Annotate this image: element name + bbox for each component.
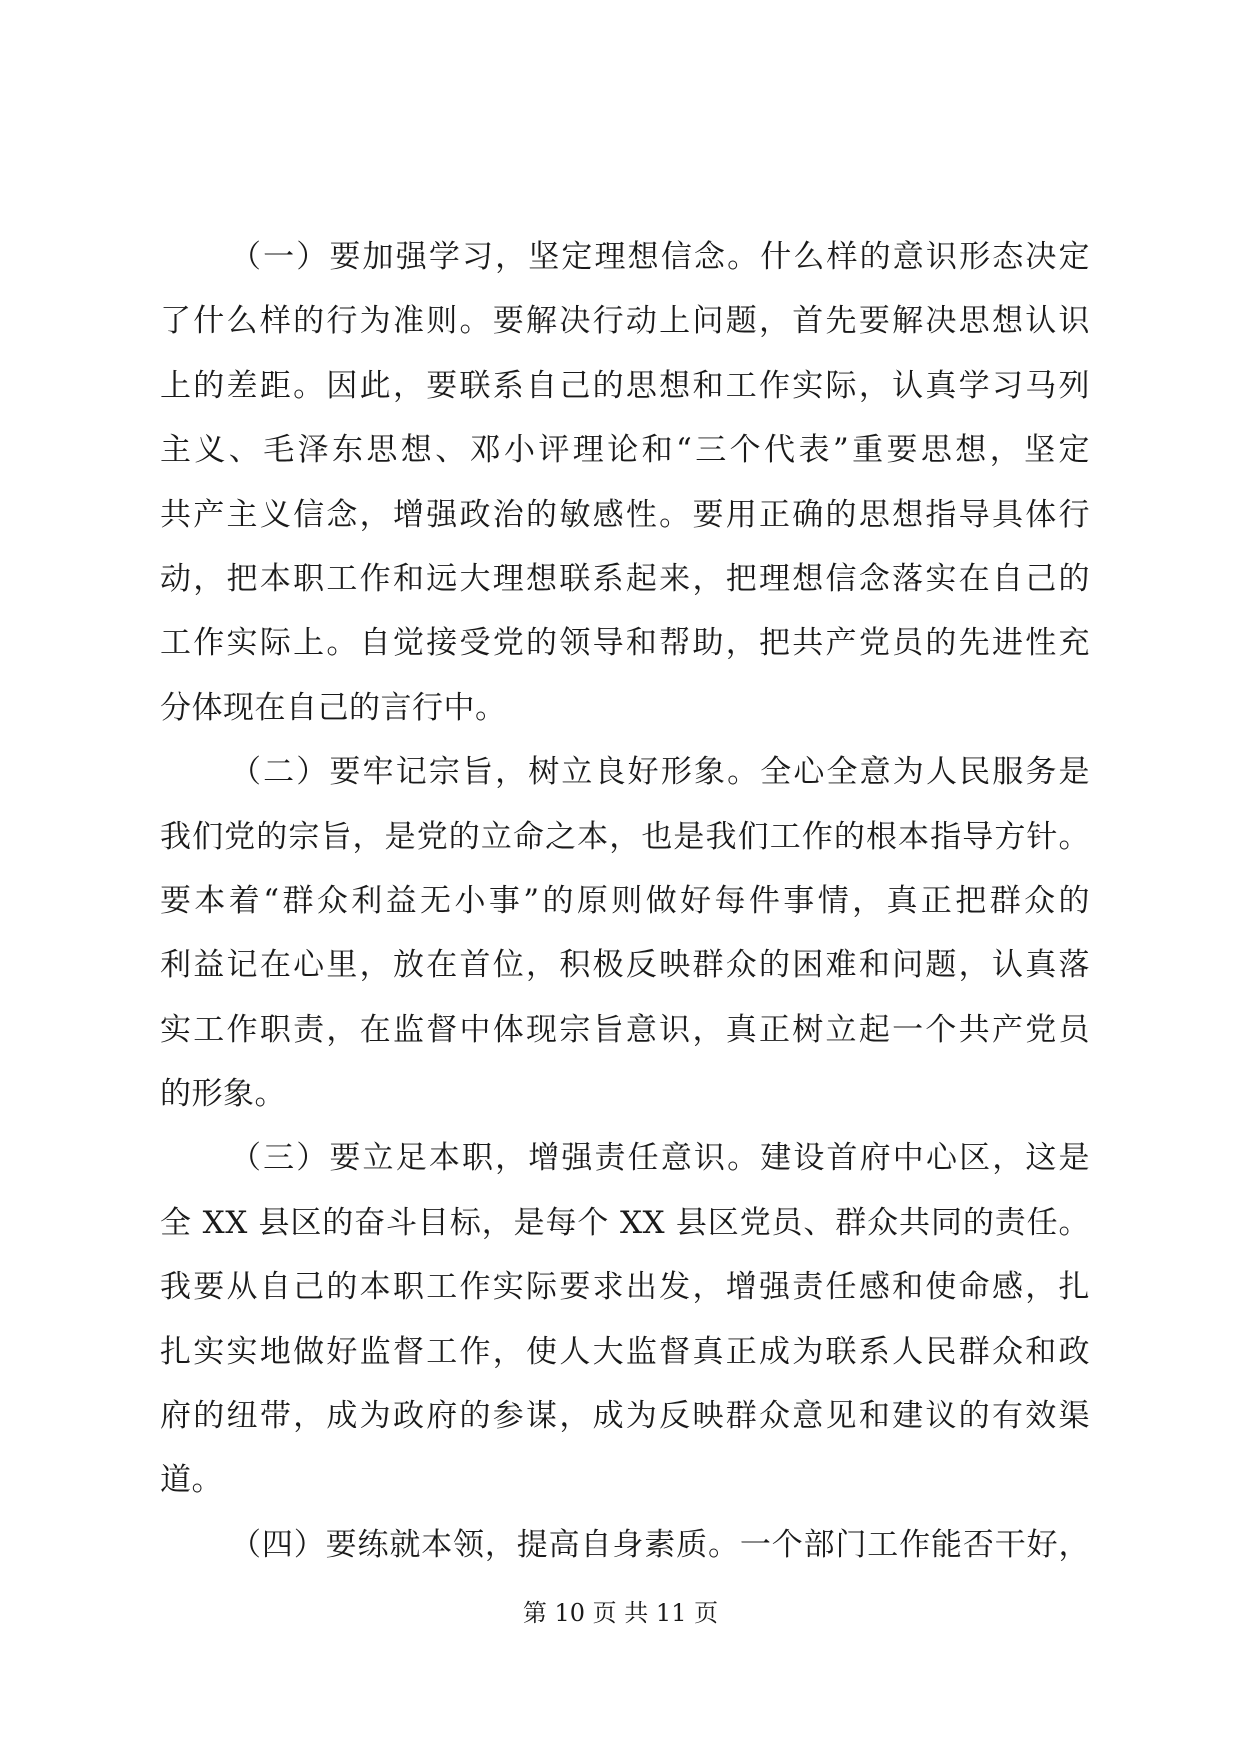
paragraph-2-line-1: （二）要牢记宗旨，树立良好形象。全心全意为人民服务是 [230,754,1090,791]
paragraph-1-line-5: 共产主义信念，增强政治的敏感性。要用正确的思想指导具体行 [160,496,1090,533]
paragraph-2-line-6: 的形象。 [160,1076,286,1113]
paragraph-3-line-1: （三）要立足本职，增强责任意识。建设首府中心区，这是 [230,1140,1090,1177]
paragraph-2-line-2: 我们党的宗旨，是党的立命之本，也是我们工作的根本指导方针。 [160,818,1090,855]
paragraph-3-line-5: 府的纽带，成为政府的参谋，成为反映群众意见和建议的有效渠 [160,1398,1090,1435]
paragraph-1-line-7: 工作实际上。自觉接受党的领导和帮助，把共产党员的先进性充 [160,625,1090,662]
paragraph-1-line-1: （一）要加强学习，坚定理想信念。什么样的意识形态决定 [230,239,1090,275]
paragraph-1-line-6: 动，把本职工作和远大理想联系起来，把理想信念落实在自己的 [160,560,1090,597]
paragraph-1-line-2: 了什么样的行为准则。要解决行动上问题，首先要解决思想认识 [160,303,1090,340]
paragraph-1-line-3: 上的差距。因此，要联系自己的思想和工作实际，认真学习马列 [160,367,1090,404]
paragraph-4-line-1: （四）要练就本领，提高自身素质。一个部门工作能否干好， [230,1526,1090,1563]
paragraph-3-line-6: 道。 [160,1462,223,1499]
paragraph-3-line-3: 我要从自己的本职工作实际要求出发，增强责任感和使命感，扎 [160,1269,1090,1306]
paragraph-1-line-4: 主义、毛泽东思想、邓小评理论和“三个代表”重要思想，坚定 [160,432,1090,469]
paragraph-1-line-8: 分体现在自己的言行中。 [160,689,507,726]
paragraph-2-line-3: 要本着“群众利益无小事”的原则做好每件事情，真正把群众的 [160,882,1090,919]
paragraph-2-line-4: 利益记在心里，放在首位，积极反映群众的困难和问题，认真落 [160,947,1090,984]
document-body [160,225,1090,1577]
paragraph-2-line-5: 实工作职责，在监督中体现宗旨意识，真正树立起一个共产党员 [160,1011,1090,1048]
paragraph-3-line-2: 全 XX 县区的奋斗目标，是每个 XX 县区党员、群众共同的责任。 [160,1204,1090,1241]
page-number-footer: 第 10 页 共 11 页 [522,1599,719,1627]
paragraph-3-line-4: 扎实实地做好监督工作，使人大监督真正成为联系人民群众和政 [160,1333,1090,1370]
